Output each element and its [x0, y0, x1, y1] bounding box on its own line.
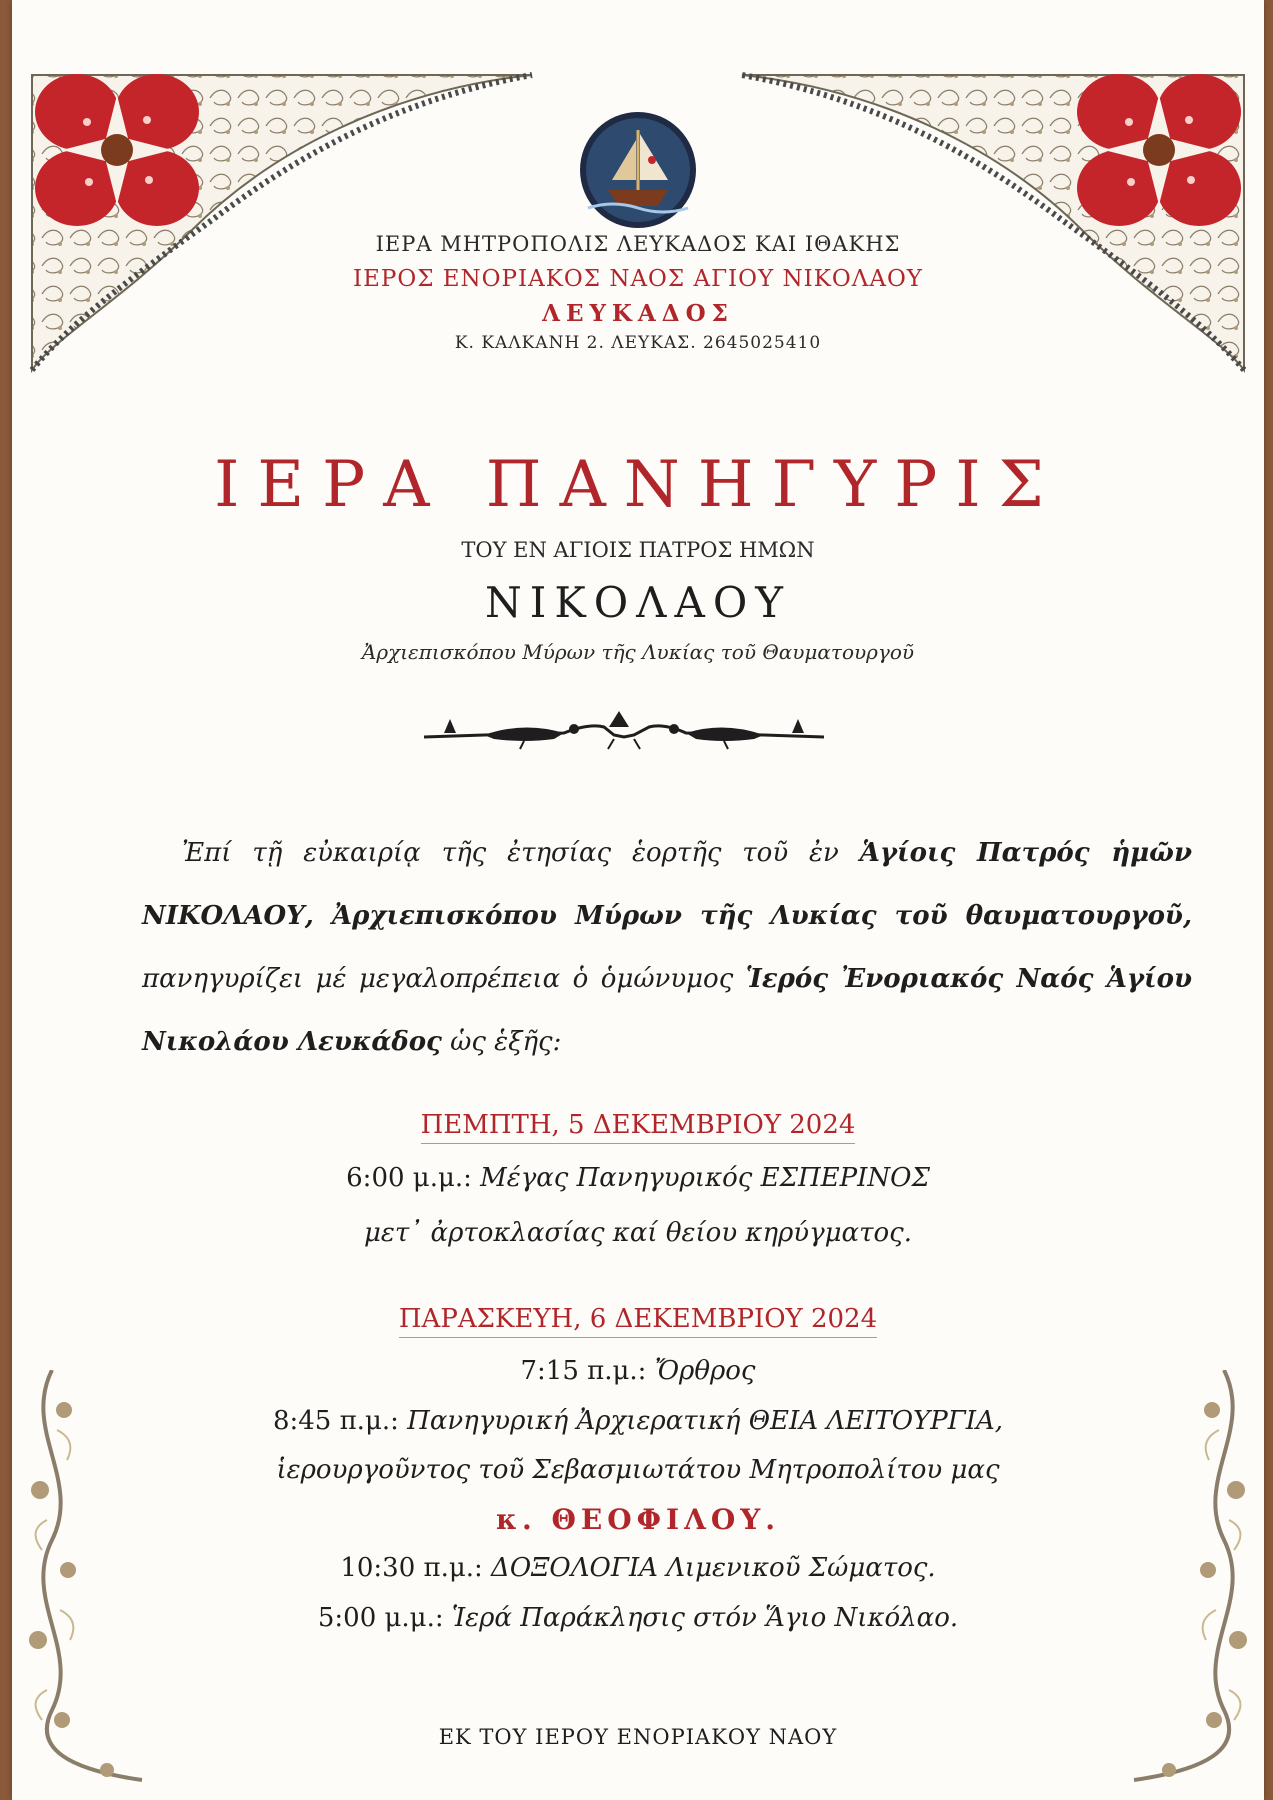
day2-e2-text: Πανηγυρική Ἀρχιερατική ΘΕΙΑ ΛΕΙΤΟΥΡΓΙΑ,	[407, 1406, 1004, 1436]
page-title: ΙΕΡΑ ΠΑΝΗΓΥΡΙΣ	[214, 448, 1062, 522]
day2-date: ΠΑΡΑΣΚΕΥΗ, 6 ΔΕΚΕΜΒΡΙΟΥ 2024	[399, 1304, 877, 1338]
day1-e1-time: 6:00 μ.μ.:	[346, 1163, 481, 1193]
ship-icon	[580, 112, 696, 228]
intro-bold-2: Ἱερός Ἐνοριακός Ναός Ἁγίου Νικολάου Λευκάδος	[142, 964, 1192, 1057]
day2-event1	[12, 1356, 1264, 1386]
invitation-page	[12, 0, 1264, 1800]
day2-e2-time: 8:45 π.μ.:	[272, 1406, 408, 1436]
intro-bold-1: Ἁγίοις Πατρός ἡμῶν ΝΙΚΟΛΑΟΥ, Ἀρχιεπισκόπου Μύρων τῆς Λυκίας τοῦ θαυματουργοῦ,	[142, 838, 1192, 931]
day2-e4-time: 5:00 μ.μ.:	[317, 1603, 452, 1633]
day2-e1-text: Ὄρθρος	[654, 1356, 756, 1386]
day2-e4-text: Ἱερά Παράκλησις	[451, 1603, 685, 1633]
footer-signature: ΕΚ ΤΟΥ ΙΕΡΟΥ ΕΝΟΡΙΑΚΟΥ ΝΑΟΥ	[438, 1725, 838, 1749]
metropolis-name: ΙΕΡΑ ΜΗΤΡΟΠΟΛΙΣ ΛΕΥΚΑΔΟΣ ΚΑΙ ΙΘΑΚΗΣ	[375, 232, 901, 256]
intro-text-3: ὡς ἑξῆς:	[441, 1027, 562, 1057]
day2-event4	[12, 1603, 1264, 1633]
day2-e3-time: 10:30 π.μ.:	[340, 1553, 492, 1583]
day2-e2-note: ἱερουργοῦντος τοῦ Σεβασμιωτάτου Μητροπολίτου μας	[276, 1455, 1000, 1485]
day2-event3	[12, 1553, 1264, 1583]
saint-name: ΝΙΚΟΛΑΟΥ	[485, 578, 791, 627]
city-name: ΛΕΥΚΑΔΟΣ	[542, 300, 734, 327]
title-line1: ΤΟΥ ΕΝ ΑΓΙΟΙΣ ΠΑΤΡΟΣ ΗΜΩΝ	[461, 538, 815, 562]
church-name: ΙΕΡΟΣ ΕΝΟΡΙΑΚΟΣ ΝΑΟΣ ΑΓΙΟΥ ΝΙΚΟΛΑΟΥ	[352, 266, 923, 292]
day1-heading	[12, 1110, 1264, 1140]
day1-e1-note: μετ᾽ ἀρτοκλασίας καί θείου κηρύγματος.	[364, 1218, 912, 1248]
day1-date: ΠΕΜΠΤΗ, 5 ΔΕΚΕΜΒΡΙΟΥ 2024	[421, 1110, 856, 1144]
day1-e1-text: Μέγας Πανηγυρικός ΕΣΠΕΡΙΝΟΣ	[480, 1163, 930, 1193]
intro-text-1: Ἐπί τῇ εὐκαιρίᾳ τῆς ἐτησίας ἑορτῆς τοῦ ἐν	[182, 838, 860, 868]
saint-epithet: Ἀρχιεπισκόπου Μύρων τῆς Λυκίας τοῦ Θαυματουργοῦ	[361, 640, 915, 664]
intro-paragraph	[142, 822, 1192, 1074]
intro-text-2: πανηγυρίζει μέ μεγαλοπρέπεια ὁ ὁμώνυμος	[142, 964, 746, 994]
day2-e4-tail: στόν Ἅγιο Νικόλαο.	[684, 1603, 959, 1633]
day2-bishop: κ. ΘΕΟΦΙΛΟΥ.	[496, 1503, 780, 1536]
day2-e1-time: 7:15 π.μ.:	[520, 1356, 655, 1386]
day2-event2	[12, 1406, 1264, 1436]
day2-e3-text: ΔΟΞΟΛΟΓΙΑ Λιμενικοῦ Σώματος.	[491, 1553, 936, 1583]
day2-heading	[12, 1304, 1264, 1334]
day1-event1	[12, 1163, 1264, 1193]
address: Κ. ΚΑΛΚΑΝΗ 2. ΛΕΥΚΑΣ. 2645025410	[454, 333, 822, 353]
birds-divider	[424, 705, 824, 750]
